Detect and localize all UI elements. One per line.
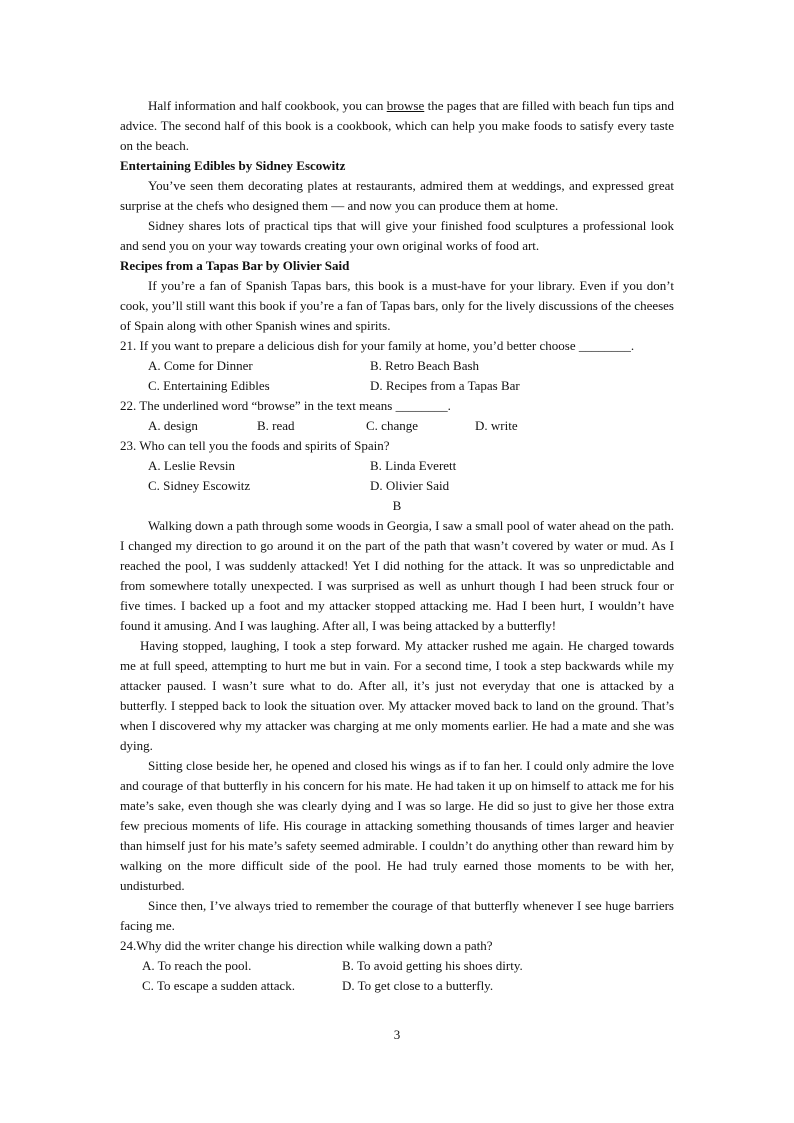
section-b-heading: B [392,498,402,513]
question-22: 22. The underlined word “browse” in the text means ________. [120,398,451,413]
page-number: 3 [393,1027,401,1042]
option-22-a: A. design [148,418,198,433]
option-21-b: B. Retro Beach Bash [370,358,480,373]
question-21: 21. If you want to prepare a delicious dish for your family at home, you’d better choose ________. [120,338,635,353]
option-23-d: D. Olivier Said [370,478,450,493]
option-24-d: D. To get close to a butterfly. [342,978,494,993]
book-title-recipes-tapas: Recipes from a Tapas Bar by Olivier Said [120,258,350,273]
option-21-d: D. Recipes from a Tapas Bar [370,378,520,393]
question-23: 23. Who can tell you the foods and spirits of Spain? [120,438,390,453]
question-23-options-row-1 [120,456,674,476]
passage-b-paragraph-2: Having stopped, laughing, I took a step forward. My attacker rushed me again. He charged towards me at full speed, attempting to hurt me but in vain. For a second time, I took a step backwards while my attacker paused. I wasn’t sure what to do. After all, it’s just not everyday that one is attacked by a butterfly. I stepped back to look the situation over. My attacker moved back to land on the ground. That’s when I discovered why my attacker was charging at me only moments earlier. He had a mate and she was dying. [120,638,674,753]
question-21-options-row-1 [120,356,674,376]
book2-paragraph-1: If you’re a fan of Spanish Tapas bars, this book is a must-have for your library. Even if you don’t cook, you’ll still want this book if you’re a fan of Tapas bars, only for the lively discussions of the cheeses of Spain along with other Spanish wines and spirits. [120,278,674,333]
book1-paragraph-2: Sidney shares lots of practical tips that will give your finished food sculptures a professional look and send you on your way towards creating your own original works of food art. [120,218,674,253]
option-22-b: B. read [257,418,295,433]
intro-text-start: Half information and half cookbook, you can [148,98,387,113]
question-23-options-row-2 [120,476,674,496]
book-title-entertaining-edibles: Entertaining Edibles by Sidney Escowitz [120,158,346,173]
question-24-options-row-1 [120,956,674,976]
option-23-c: C. Sidney Escowitz [148,478,251,493]
option-23-a: A. Leslie Revsin [148,458,236,473]
option-21-a: A. Come for Dinner [148,358,253,373]
document-page [120,96,674,996]
underlined-word-browse: browse [386,98,425,113]
question-22-options [120,416,674,436]
question-24-options-row-2 [120,976,674,996]
option-24-c: C. To escape a sudden attack. [142,978,295,993]
intro-text-end: the pages that are filled with beach fun tips and advice. The second half of this book is a cookbook, which can help you make foods to satisfy every taste on the beach. [120,98,674,153]
book1-paragraph-1: You’ve seen them decorating plates at restaurants, admired them at weddings, and expressed great surprise at the chefs who designed them — and now you can produce them at home. [120,178,674,213]
question-24: 24.Why did the writer change his direction while walking down a path? [120,938,493,953]
intro-paragraph [120,96,674,156]
passage-b-paragraph-1: Walking down a path through some woods in Georgia, I saw a small pool of water ahead on the path. I changed my direction to go around it on the part of the path that wasn’t covered by water or mud. As I reached the pool, I was suddenly attacked! Yet I did nothing for the attack. It was so unpredictable and from somewhere totally unexpected. I was surprised as well as unhurt though I had been struck four or five times. I backed up a foot and my attacker stopped attacking me. Had I been hurt, I wouldn’t have found it amusing. And I was laughing. After all, I was being attacked by a butterfly! [120,518,674,633]
option-22-c: C. change [366,418,418,433]
passage-b-paragraph-3: Sitting close beside her, he opened and closed his wings as if to fan her. I could only admire the love and courage of that butterfly in his concern for his mate. He had taken it up on himself to attack me for his mate’s sake, even though she was clearly dying and I was so large. He did so just to give her those extra few precious moments of life. His courage in attacking something thousands of times larger and heavier than himself just for his mate’s safety seemed admirable. I couldn’t do anything other than reward him by walking on the more difficult side of the pool. He had truly earned those moments to be with her, undisturbed. [120,758,674,893]
option-24-a: A. To reach the pool. [142,958,252,973]
option-22-d: D. write [475,418,518,433]
passage-b-paragraph-4: Since then, I’ve always tried to remember the courage of that butterfly whenever I see huge barriers facing me. [120,898,674,933]
question-21-options-row-2 [120,376,674,396]
option-23-b: B. Linda Everett [370,458,457,473]
option-21-c: C. Entertaining Edibles [148,378,270,393]
option-24-b: B. To avoid getting his shoes dirty. [342,958,523,973]
